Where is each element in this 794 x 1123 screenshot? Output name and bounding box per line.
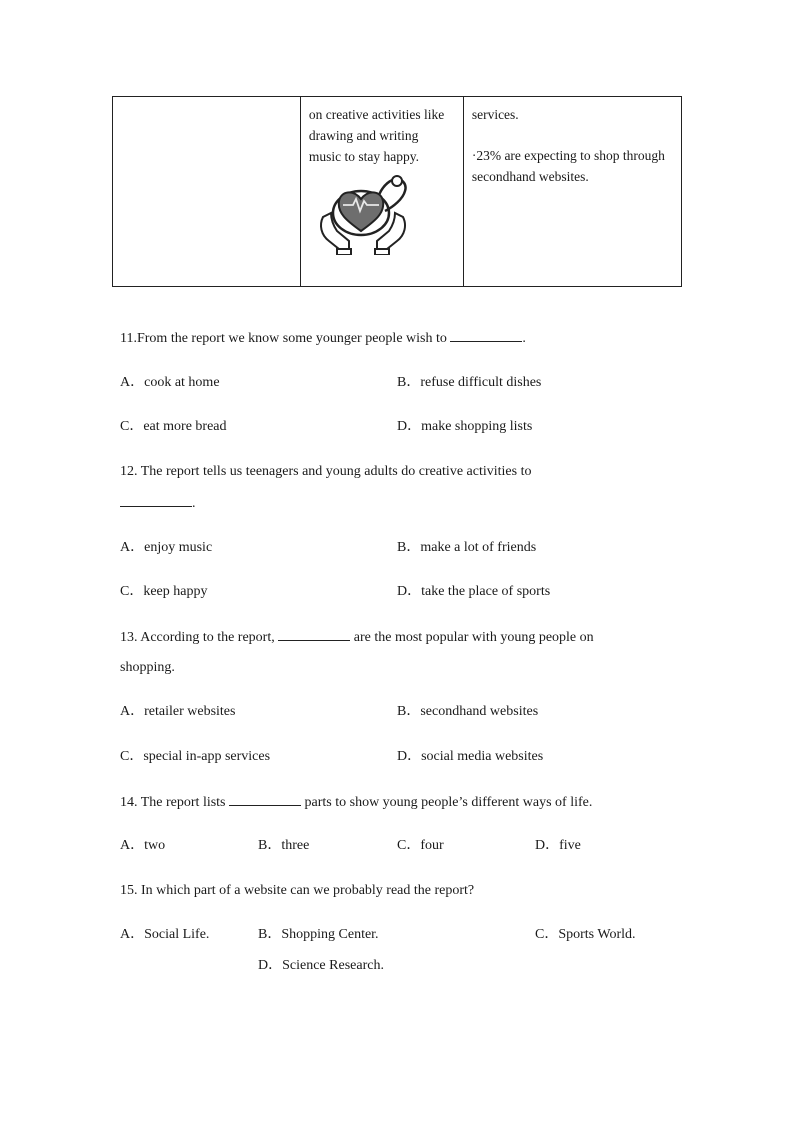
answer-blank [450,328,522,342]
option-11-a: A．cook at home [120,375,220,390]
question-12-stem: 12. The report tells us teenagers and young adults do creative activities to [120,464,532,479]
option-12-b: B．make a lot of friends [397,540,537,555]
option-12-d: D．take the place of sports [397,584,551,599]
question-13-stem: 13. According to the report, [120,630,275,645]
option-11-b: B．refuse difficult dishes [397,375,542,390]
table-cell-creative [300,97,463,287]
option-15-a: A．Social Life. [120,927,210,942]
option-11-d: D．make shopping lists [397,419,533,434]
question-12 [120,462,531,482]
option-13-c: C．special in-app services [120,749,271,764]
question-14-after: parts to show young people’s different ways of life. [304,795,593,810]
option-11-c: C．eat more bread [120,419,227,434]
question-15 [120,881,474,901]
option-14-c: C．four [397,838,444,853]
question-11-end: . [522,331,526,346]
question-15-stem: 15. In which part of a website can we probably read the report? [120,883,475,898]
question-13 [120,627,594,648]
answer-blank [229,792,301,806]
option-15-c: C．Sports World. [535,927,636,942]
option-14-d: D．five [535,838,581,853]
question-14 [120,792,592,813]
services-text: services. [471,107,519,122]
secondhand-stat-text: ·23% are expecting to shop through secondhand websites. [471,148,665,184]
question-12-end: . [192,496,196,511]
answer-blank [278,627,350,641]
question-13-line2: shopping. [120,660,175,675]
question-12-line2 [120,493,196,514]
option-13-b: B．secondhand websites [397,704,539,719]
question-11 [120,328,526,349]
question-11-stem: 11.From the report we know some younger people wish to [120,331,447,346]
info-table [112,96,682,287]
option-13-a: A．retailer websites [120,704,236,719]
heart-health-icon [317,173,409,255]
option-15-d: D．Science Research. [258,958,384,973]
creative-activities-text: on creative activities like drawing and writing music to stay happy. [308,107,445,164]
question-14-stem: 14. The report lists [120,795,226,810]
option-12-c: C．keep happy [120,584,208,599]
answer-blank [120,493,192,507]
option-12-a: A．enjoy music [120,540,213,555]
option-13-d: D．social media websites [397,749,544,764]
question-13-after: are the most popular with young people on [353,630,594,645]
option-14-b: B．three [258,838,310,853]
table-cell-empty [113,97,301,287]
option-14-a: A．two [120,838,166,853]
table-cell-shopping [463,97,681,287]
option-15-b: B．Shopping Center. [258,927,379,942]
